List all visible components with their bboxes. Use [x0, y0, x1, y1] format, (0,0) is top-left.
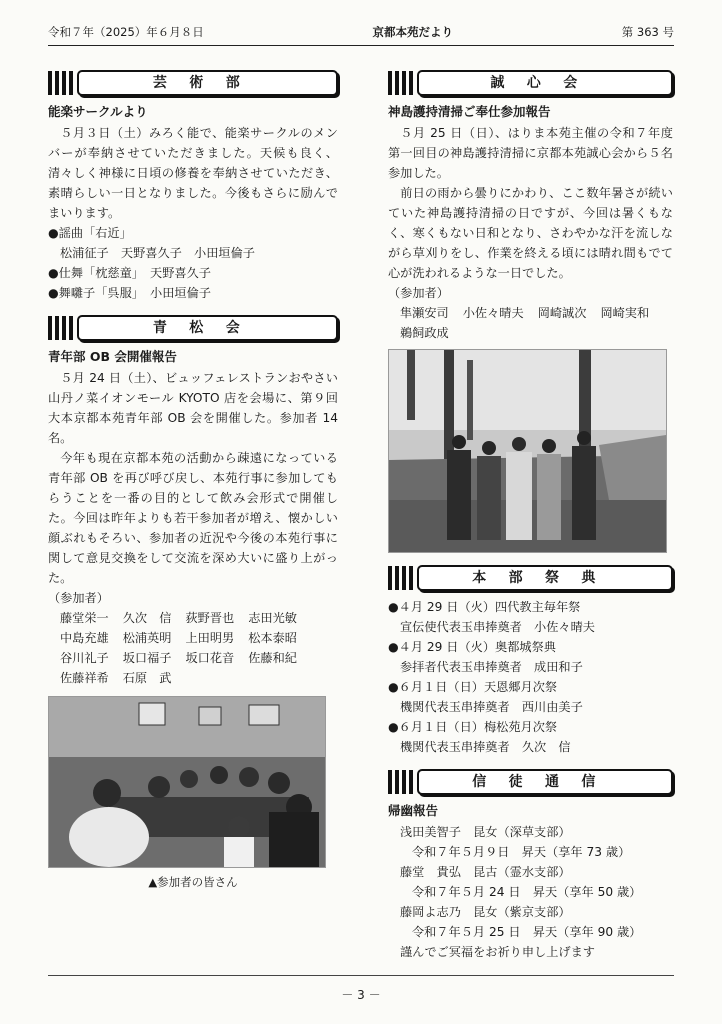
page-header: [48, 22, 674, 42]
participant-name: 藤堂栄一: [60, 611, 109, 625]
seisho-banner: [48, 315, 338, 341]
seisho-body-1: ５月 24 日（土）、ビュッフェレストランおやさい山丹ノ菜イオンモール KYOTO 店を会場に、第９回大本京都本苑青年部 OB 会を開催した。参加者 14 名。: [48, 371, 338, 445]
footer-rule: [48, 975, 674, 976]
obituary-date: 令和７年５月 25 日 昇天（享年 90 歳）: [412, 925, 642, 939]
seishin-body-2: 前日の雨から曇りにかわり、ここ数年暑さが続いていた神島護持清掃の日ですが、今回は暑くもなく、寒くもない日和となり、さわやかな汗を流しながら草刈りをし、作業を終える頃には晴れ間もでて心が洗われるような一日でした。: [388, 186, 673, 280]
geijutsu-item: [48, 263, 338, 283]
participant-name: 坂口福子: [122, 651, 172, 665]
banner-stripes: [388, 566, 413, 590]
participant-name: 久次 信: [122, 611, 172, 625]
photo-caption: ▲参加者の皆さん: [148, 875, 238, 889]
right-column: [388, 70, 673, 962]
participant-name: 鵜飼政成: [400, 326, 449, 340]
shinto-banner: [388, 769, 673, 795]
page-number: － 3 －: [341, 988, 381, 1002]
seishin-body-1: ５月 25 日（日）、はりま本苑主催の令和７年度第一回目の神島護持清掃に京都本苑誠心会から５名参加した。: [388, 126, 673, 180]
saiten-item-detail: 機関代表玉串捧奠者 久次 信: [400, 740, 571, 754]
seisho-subtitle: 青年部 OB 会開催報告: [48, 349, 177, 364]
geijutsu-subtitle: 能楽サークルより: [48, 104, 148, 119]
participant-name: 小佐々晴夫: [462, 306, 524, 320]
banner-stripes: [388, 770, 413, 794]
participant-name: 松浦英明: [122, 631, 172, 645]
geijutsu-item-names: 松浦征子 天野喜久子 小田垣倫子: [60, 246, 255, 260]
obituary-date: 令和７年５月９日 昇天（享年 73 歳）: [412, 845, 631, 859]
issue-number: 第 363 号: [621, 25, 674, 39]
issue-date: 令和７年（2025）年６月８日: [48, 25, 204, 39]
photo-illustration: [389, 350, 666, 552]
participant-name: 佐藤祥希: [60, 671, 109, 685]
banner-stripes: [388, 71, 413, 95]
saiten-item-title: ●４月 29 日（火）奥都城祭典: [388, 640, 556, 654]
geijutsu-heading: 芸術部: [77, 70, 338, 96]
participant-name: 中島充雄: [60, 631, 109, 645]
participant-name: 佐藤和紀: [248, 651, 297, 665]
photo-illustration: [49, 697, 325, 867]
geijutsu-banner: [48, 70, 338, 96]
saiten-item-title: ●６月１日（日）天恩郷月次祭: [388, 680, 558, 694]
seisho-participants: [48, 608, 338, 688]
seishin-participants: [388, 303, 673, 343]
shinto-heading: 信徒通信: [417, 769, 673, 795]
header-rule: [48, 45, 674, 46]
saiten-banner: [388, 565, 673, 591]
banner-stripes: [48, 316, 73, 340]
saiten-item-title: ●６月１日（日）梅松苑月次祭: [388, 720, 558, 734]
participant-name: 谷川礼子: [60, 651, 109, 665]
geijutsu-item-names: 天野喜久子: [150, 266, 211, 280]
shinto-subtitle: 帰幽報告: [388, 803, 439, 818]
saiten-item-detail: 機関代表玉串捧奠者 西川由美子: [400, 700, 583, 714]
left-column: [48, 70, 338, 892]
geijutsu-item-label: ●仕舞「枕慈童」: [48, 266, 138, 280]
seisho-participants-label: （参加者）: [48, 591, 109, 605]
saiten-item-detail: 宣伝使代表玉串捧奠者 小佐々晴夫: [400, 620, 595, 634]
banner-stripes: [48, 71, 73, 95]
participant-name: 坂口花音: [185, 651, 235, 665]
participant-name: 岡崎誠次: [537, 306, 587, 320]
participant-name: 松本泰昭: [248, 631, 297, 645]
geijutsu-item: [48, 283, 338, 303]
geijutsu-item-label: ●舞囃子「呉服」: [48, 286, 138, 300]
ob-party-photo: [48, 696, 326, 868]
participant-name: 荻野晋也: [185, 611, 235, 625]
newsletter-title: 京都本苑だより: [372, 25, 453, 39]
seisho-body-2: 今年も現在京都本苑の活動から疎遠になっている青年部 OB を再び呼び戻し、本苑行事に参加してもらうことを一番の目的として飲み会形式で開催した。今回は昨年よりも若干参加者が増え、懐かしい顔ぶれもそろい、参加者の近況や今後の本苑行事に関して意見交換をして交流を深め大いに盛り上がった。: [48, 451, 338, 585]
obituary-name: 浅田美智子 昆女（深草支部）: [400, 825, 571, 839]
saiten-item-detail: 参拝者代表玉串捧奠者 成田和子: [400, 660, 583, 674]
kamishima-group-photo: [388, 349, 667, 553]
geijutsu-body: ５月３日（土）みろく能で、能楽サークルのメンバーが奉納させていただきました。天候も良く、清々しく神様に日頃の修養を奉納させていただき、素晴らしい一日となりました。今後もさらに励んでまいります。: [48, 126, 338, 220]
seisho-heading: 青松会: [77, 315, 338, 341]
obituary-name: 藤堂 貴弘 昆古（霊水支部）: [400, 865, 571, 879]
seishin-heading: 誠心会: [417, 70, 673, 96]
obituary-closing: 謹んでご冥福をお祈り申し上げます: [400, 945, 595, 959]
participant-name: 隼瀬安司: [400, 306, 449, 320]
saiten-item-title: ●４月 29 日（火）四代教主毎年祭: [388, 600, 581, 614]
saiten-heading: 本部祭典: [417, 565, 673, 591]
obituary-date: 令和７年５月 24 日 昇天（享年 50 歳）: [412, 885, 642, 899]
obituary-name: 藤岡よ志乃 昆女（紫京支部）: [400, 905, 571, 919]
seishin-subtitle: 神島護持清掃ご奉仕参加報告: [388, 104, 551, 119]
geijutsu-item-names: 小田垣倫子: [150, 286, 211, 300]
seishin-participants-label: （参加者）: [388, 286, 449, 300]
participant-name: 上田明男: [185, 631, 235, 645]
participant-name: 岡崎実和: [600, 306, 650, 320]
participant-name: 石原 武: [122, 671, 172, 685]
participant-name: 志田光敏: [248, 611, 297, 625]
seishin-banner: [388, 70, 673, 96]
geijutsu-item: ●謡曲「右近」: [48, 226, 132, 240]
